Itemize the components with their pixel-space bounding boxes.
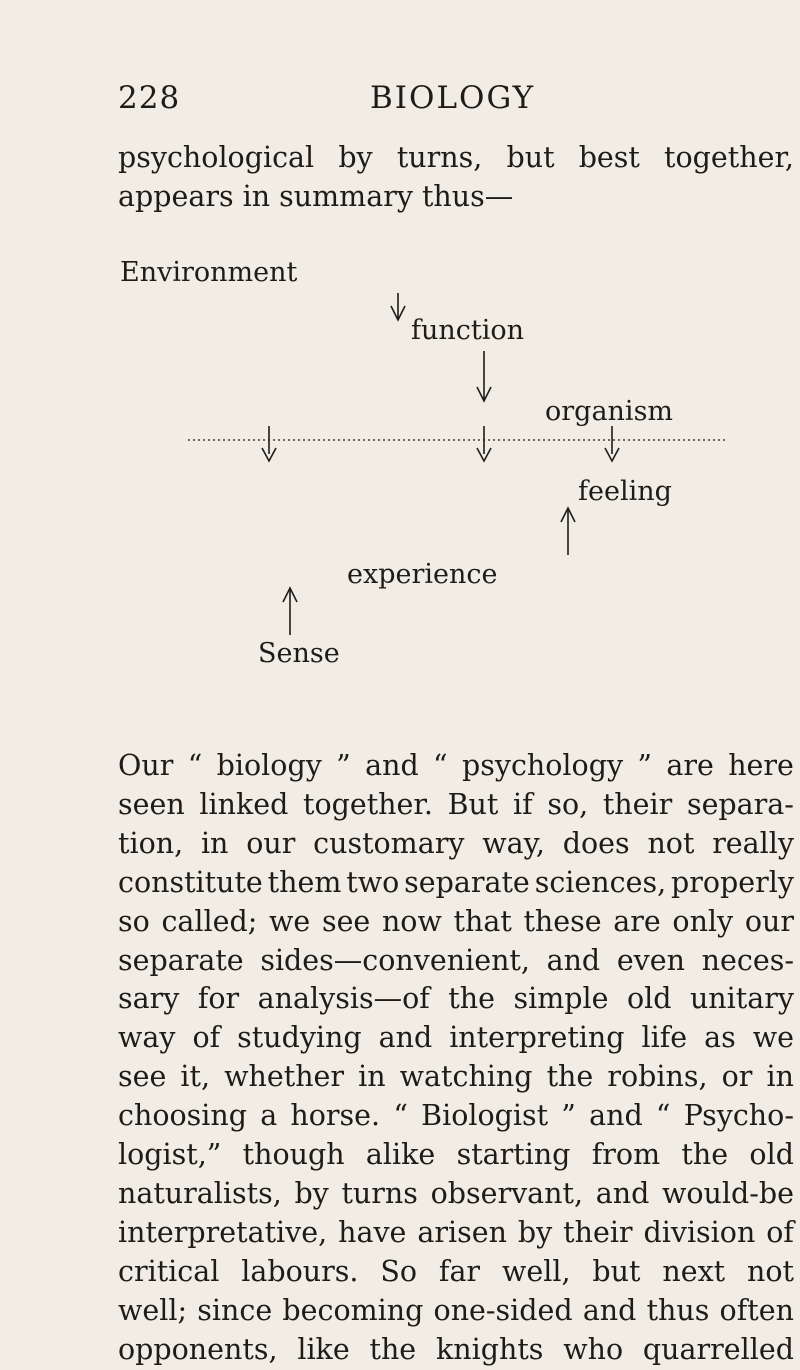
paragraph-line: logist,” though alike starting from the old [118,1138,794,1172]
label-function: function [411,315,525,346]
paragraph-line: way of studying and interpreting life as we [118,1021,794,1055]
label-environment: Environment [120,257,298,288]
paragraph-line: constitute them two separate sciences, properly [118,865,794,899]
paragraph-line: separate sides—convenient, and even neces- [118,943,794,977]
paragraph-line: opponents, like the knights who quarrelled [118,1332,794,1366]
paragraph-line: interpretative, have arisen by their division of [118,1215,794,1249]
label-sense: Sense [258,638,340,669]
paragraph-line: sary for analysis—of the simple old unitary [118,982,794,1016]
intro-line-2: appears in summary thus— [118,180,514,213]
paragraph-line: Our “ biology ” and “ psychology ” are here [118,749,794,782]
label-organism: organism [545,396,674,427]
running-title: BIOLOGY [370,80,536,116]
page-number: 228 [118,80,181,116]
intro-line-1: psychological by turns, but best together, [118,141,794,174]
body-paragraph [118,747,794,1370]
paragraph-line: seen linked together. But if so, their separa- [118,787,794,821]
paragraph-line: well; since becoming one-sided and thus often [118,1293,794,1327]
paragraph-line: so called; we see now that these are only our [118,904,794,938]
label-feeling: feeling [578,476,672,507]
label-experience: experience [347,559,498,590]
paragraph-line: naturalists, by turns observant, and would-be [118,1176,794,1210]
paragraph-line: tion, in our customary way, does not really [118,826,794,860]
paragraph-line: critical labours. So far well, but next not [118,1254,794,1288]
paragraph-line: see it, whether in watching the robins, or in [118,1060,794,1094]
paragraph-line: choosing a horse. “ Biologist ” and “ Psycho- [118,1099,794,1133]
